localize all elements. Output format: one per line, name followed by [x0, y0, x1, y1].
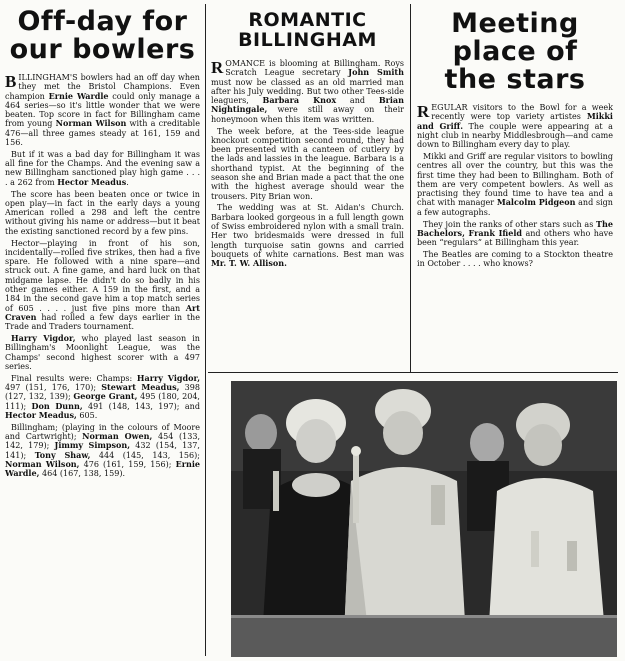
photo-trophy-winners — [231, 381, 617, 657]
headline-meeting-place: Meeting place of the stars — [444, 8, 586, 95]
paragraph: Final results were: Champs: Harry Vigdor, 497 (151, 176, 170); Stewart Meadus, 398 (127, 132, 139); George Grant, 495 (180, 204, 111); Don Dunn, 491 (148, 143, 197); and Hector Meadus, 605. — [5, 372, 201, 420]
paragraph: The week before, at the Tees-side league knockout competition second round, they had been presented with a canteen of cutlery by the lads and lassies in the league. Barbara is a shorthand typist. At the beginning of the season she and Brian made a pact that the one with the highest average should wear the trousers. Pity Brian won. — [211, 126, 404, 201]
paragraph: Hector—playing in front of his son, incidentally—rolled five strikes, then had a five spare. He followed with a nine spare—and struck out. A fine game, and hard luck on that midgame lapse. He didn't do so badly in his other games either. A 159 in the first, and a 184 in the second gave him a top match series of 605 . . . . just five pins more than Art Craven had rolled a few days earlier in the Trade and Traders tournament. — [5, 238, 200, 332]
article-off-day — [5, 0, 200, 481]
article-body — [211, 59, 404, 269]
article-meeting-place — [417, 0, 613, 271]
paragraph: But if it was a bad day for Billingham it was all fine for the Champs. And the evening saw a new Billingham sanctioned play high game . . . . a 262 from Hector Meadus. — [5, 149, 200, 187]
photo-top-rule — [208, 372, 618, 373]
article-romantic — [211, 0, 404, 271]
paragraph: The Beatles are coming to a Stockton theatre in October . . . . who knows? — [417, 249, 613, 269]
drop-cap: B — [5, 72, 17, 91]
paragraph: Mikki and Griff are regular visitors to bowling centres all over the country, but this was the first time they had been to Billingham. Both of them are very competent bowlers. As well as practising they found time to have tea and a chat with manager Malcolm Pidgeon and sign a few autographs. — [417, 151, 613, 217]
paragraph: The wedding was at St. Aidan's Church. Barbara looked gorgeous in a full length gown of Swiss embroidered nylon with a small train. Her two bridesmaids were dressed in full length turquoise satin gowns and carried bouquets of white carnations. Best man was Mr. T. W. Allison. — [211, 203, 404, 269]
headline-off-day: Off-day for our bowlers — [9, 6, 196, 65]
paragraph: Harry Vigdor, who played last season in Billingham's Moonlight League, was the Champs' second highest scorer with a 497 series. — [5, 333, 200, 371]
drop-cap: R — [211, 58, 224, 77]
paragraph: They join the ranks of other stars such as The Bachelors, Frank Ifield and others who have been “regulars” at Billingham this year. — [417, 218, 613, 248]
headline-romantic: ROMANTIC BILLINGHAM — [238, 9, 377, 51]
paragraph: ROMANCE is blooming at Billingham. Roys Scratch League secretary John Smith must now be classed as an old married man after his July wedding. But two other Tees-side leaguers, Barbara Knox and Brian Nightingale, were still away on their honeymoon when this item was written. — [211, 58, 404, 124]
drop-cap: R — [417, 102, 430, 121]
article-body — [417, 103, 613, 269]
paragraph: The score has been beaten once or twice in open play—in fact in the early days a young American rolled a 298 and left the centre without giving his name or address—but it beat the existing sanctioned record by a few pins. — [5, 189, 200, 236]
article-body — [5, 73, 200, 478]
paragraph: Billingham; (playing in the colours of Moore and Cartwright); Norman Owen, 454 (133, 142, 179); Jimmy Simpson, 432 (154, 137, 141); Tony Shaw, 444 (145, 143, 156); Norman Wilson, 476 (161, 159, 156); Ernie Wardle, 464 (167, 138, 159). — [5, 422, 200, 479]
column-divider-2 — [410, 4, 411, 372]
column-divider-1 — [205, 4, 206, 656]
paragraph: BILLINGHAM'S bowlers had an off day when they met the Bristol Champions. Even champion Ernie Wardle could only manage a 464 series—so it's little wonder that we were beaten. Top score in fact for Billingham came from young Norman Wilson with a creditable 476—all three games steady at 161, 159 and 156. — [5, 72, 200, 148]
paragraph: REGULAR visitors to the Bowl for a week recently were top variety artistes Mikki and Griff. The couple were appearing at a night club in nearby Middlesbrough—and came down to Billingham every day to play. — [417, 102, 613, 150]
photo-illustration — [231, 381, 617, 657]
